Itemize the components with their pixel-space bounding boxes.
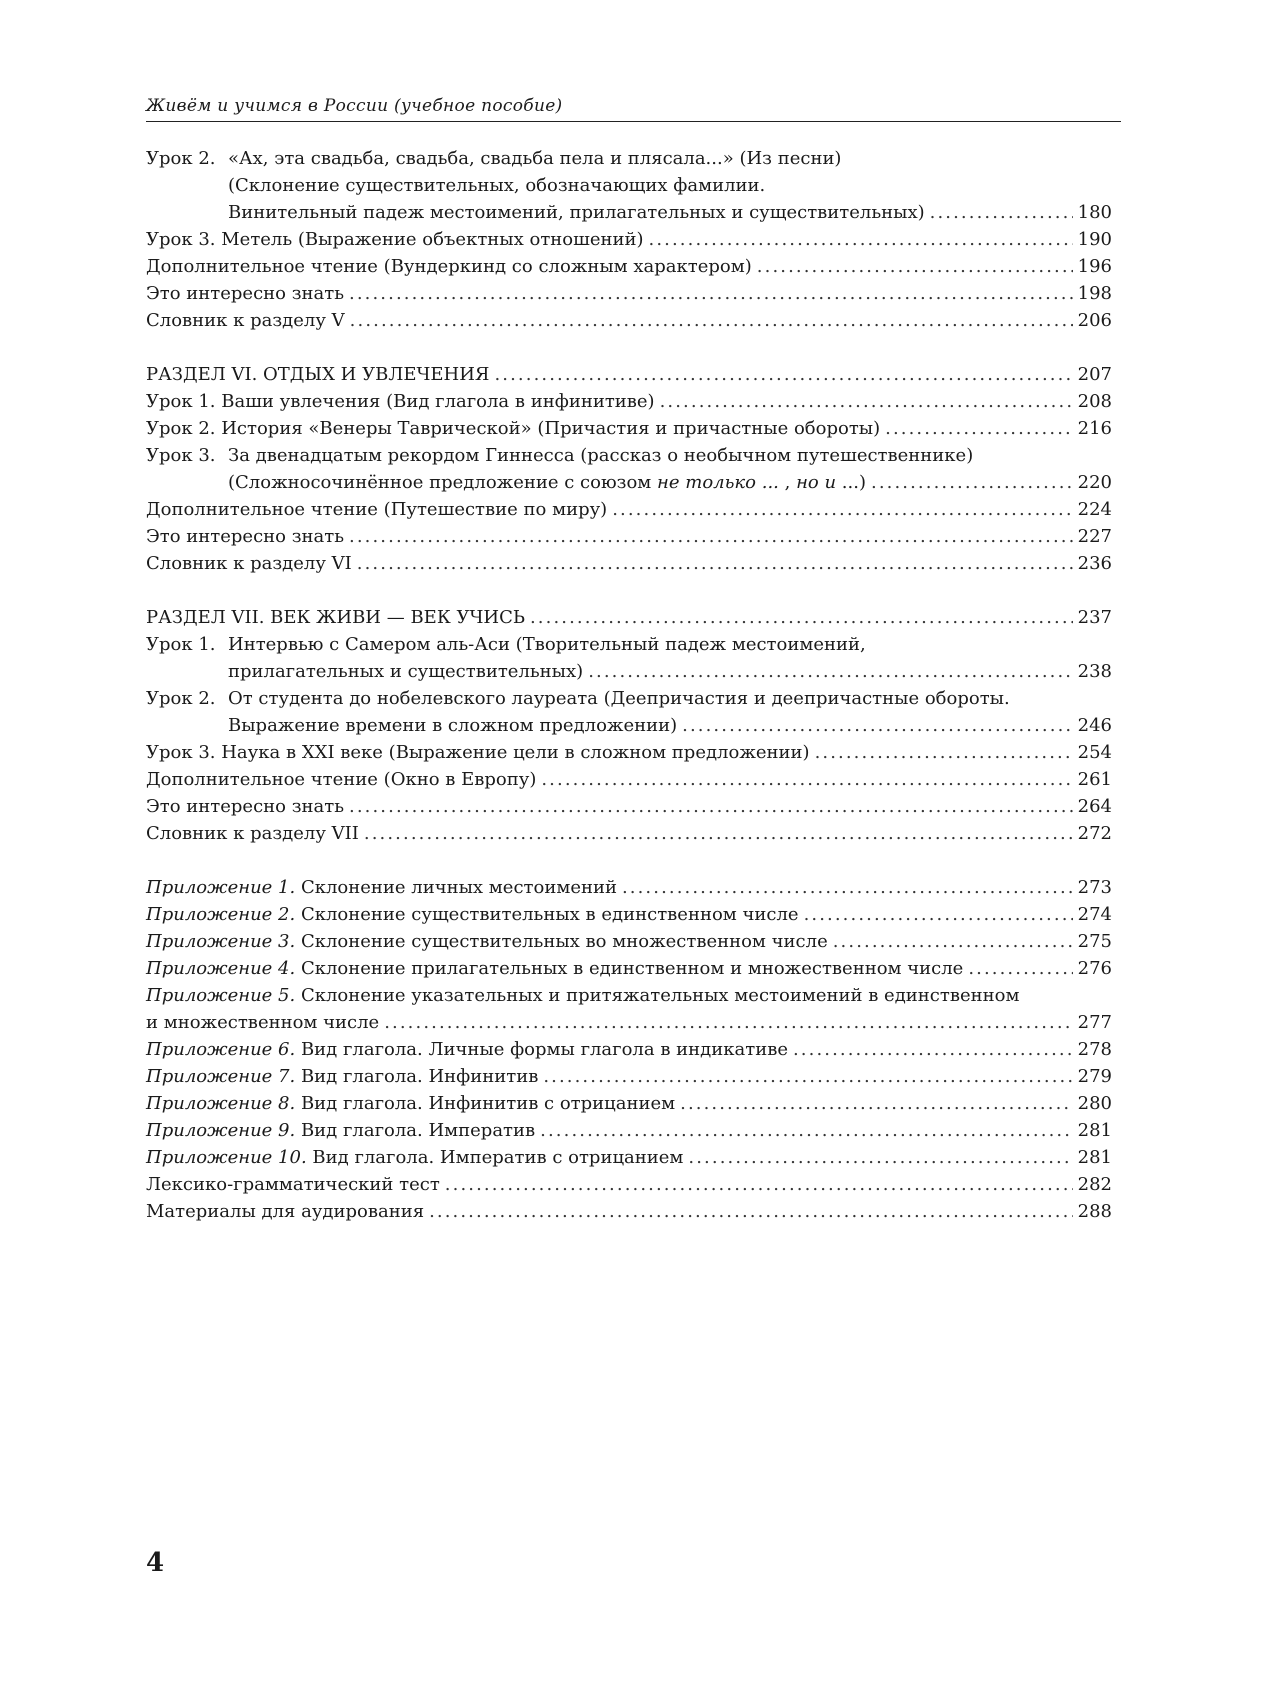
toc-appendix-9 <box>146 1117 1112 1144</box>
toc-text <box>146 1063 538 1090</box>
toc-appendix-6 <box>146 1036 1112 1063</box>
toc-text: Дополнительное чтение (Окно в Европу) <box>146 769 537 790</box>
toc-text: Винительный падеж местоимений, прилагательных и существительных) <box>228 202 925 223</box>
toc-page-number: 288 <box>1077 1201 1112 1222</box>
toc-entry-s7-lesson1-line2 <box>146 658 1112 685</box>
leader-dots <box>543 1063 1072 1090</box>
toc-page-number: 280 <box>1077 1093 1112 1114</box>
toc-text <box>146 874 617 901</box>
toc-text: «Ах, эта свадьба, свадьба, свадьба пела и плясала...» (Из песни) <box>228 148 842 169</box>
toc-text: Выражение времени в сложном предложении) <box>228 715 678 736</box>
toc-section-title: РАЗДЕЛ VII. ВЕК ЖИВИ — ВЕК УЧИСЬ <box>146 607 525 628</box>
leader-dots <box>588 658 1072 685</box>
toc-page-number: 282 <box>1077 1174 1112 1195</box>
toc-page-number: 276 <box>1077 958 1112 979</box>
toc-text <box>146 1144 683 1171</box>
toc-appendix-8 <box>146 1090 1112 1117</box>
appendix-title: Вид глагола. Личные формы глагола в индикативе <box>295 1039 788 1060</box>
toc-text: Дополнительное чтение (Вундеркинд со сложным характером) <box>146 256 752 277</box>
toc-entry-s7-lesson2-line2 <box>146 712 1112 739</box>
toc-entry-s5-interesting <box>146 280 1112 307</box>
toc-section-7-title <box>146 604 1112 631</box>
toc-text <box>146 1036 788 1063</box>
page-number: 4 <box>146 1548 165 1578</box>
toc-text: За двенадцатым рекордом Гиннесса (рассказ о необычном путешественнике) <box>228 445 974 466</box>
toc-appendix-1 <box>146 874 1112 901</box>
toc-entry-s6-lesson3-line2 <box>146 469 1112 496</box>
toc-text: Интервью с Самером аль-Аси (Творительный падеж местоимений, <box>228 634 866 655</box>
toc-text: прилагательных и существительных) <box>228 661 584 682</box>
toc-entry-s6-lesson3-line1 <box>146 442 1112 469</box>
appendix-title: Вид глагола. Императив <box>295 1120 536 1141</box>
toc-page-number: 224 <box>1077 499 1112 520</box>
toc-page-number: 254 <box>1077 742 1112 763</box>
toc-page-number: 274 <box>1077 904 1112 925</box>
toc-entry-s5-lesson2-line3 <box>146 199 1112 226</box>
toc-text <box>146 901 799 928</box>
toc-section-6-title <box>146 361 1112 388</box>
toc-entry-s6-lesson2 <box>146 415 1112 442</box>
toc-entry-s6-glossary <box>146 550 1112 577</box>
appendix-label: Приложение 1. <box>146 877 296 898</box>
leader-dots <box>682 712 1073 739</box>
toc-appendix-7 <box>146 1063 1112 1090</box>
appendix-title-continued: и множественном числе <box>146 1012 380 1033</box>
leader-dots <box>930 199 1073 226</box>
toc-entry-s7-lesson2-line1 <box>146 685 1112 712</box>
toc-page-number: 206 <box>1077 310 1112 331</box>
toc-entry-s5-lesson2-line2 <box>146 172 1112 199</box>
toc-text-italic: но и <box>796 472 837 493</box>
appendix-label: Приложение 4. <box>146 958 296 979</box>
leader-dots <box>833 928 1073 955</box>
appendix-title: Склонение указательных и притяжательных местоимений в единственном <box>295 985 1020 1006</box>
toc-text: Урок 3. Наука в XXI веке (Выражение цели в сложном предложении) <box>146 742 810 763</box>
toc-entry-s5-reading <box>146 253 1112 280</box>
toc-entry-s5-lesson2-line1 <box>146 145 1112 172</box>
toc-text-part: (Сложносочинённое предложение с союзом <box>228 472 658 493</box>
toc-entry-s7-reading <box>146 766 1112 793</box>
leader-dots <box>815 739 1073 766</box>
toc-text: Урок 3. Метель (Выражение объектных отношений) <box>146 229 644 250</box>
leader-dots <box>660 388 1073 415</box>
toc-page-number: 281 <box>1077 1120 1112 1141</box>
toc-page-number: 275 <box>1077 931 1112 952</box>
toc-entry-s7-glossary <box>146 820 1112 847</box>
appendix-label: Приложение 5. <box>146 985 296 1006</box>
toc-appendix-10 <box>146 1144 1112 1171</box>
section-gap <box>146 847 1112 874</box>
toc-page-number: 237 <box>1077 607 1112 628</box>
toc-page-number: 273 <box>1077 877 1112 898</box>
toc-page-number: 236 <box>1077 553 1112 574</box>
leader-dots <box>622 874 1073 901</box>
header-rule <box>146 121 1121 122</box>
toc-entry-s6-interesting <box>146 523 1112 550</box>
toc-page-number: 272 <box>1077 823 1112 844</box>
toc-page-number: 238 <box>1077 661 1112 682</box>
toc-page-number: 190 <box>1077 229 1112 250</box>
leader-dots <box>540 1117 1072 1144</box>
leader-dots <box>680 1090 1073 1117</box>
appendix-title: Склонение существительных в единственном числе <box>295 904 799 925</box>
toc-page-number: 220 <box>1077 472 1112 493</box>
toc-text: От студента до нобелевского лауреата (Деепричастия и деепричастные обороты. <box>228 688 1010 709</box>
toc-page-number: 180 <box>1077 202 1112 223</box>
appendix-title: Вид глагола. Инфинитив с отрицанием <box>295 1093 676 1114</box>
toc-page-number: 277 <box>1077 1012 1112 1033</box>
toc-lesson-label: Урок 1. <box>146 634 216 655</box>
running-header: Живём и учимся в России (учебное пособие) <box>146 96 563 116</box>
leader-dots <box>494 361 1072 388</box>
appendix-label: Приложение 9. <box>146 1120 296 1141</box>
toc-appendix-3 <box>146 928 1112 955</box>
toc-page-number: 196 <box>1077 256 1112 277</box>
leader-dots <box>445 1171 1073 1198</box>
toc-page-number: 227 <box>1077 526 1112 547</box>
leader-dots <box>350 307 1073 334</box>
appendix-title: Склонение личных местоимений <box>295 877 617 898</box>
toc-page-number: 278 <box>1077 1039 1112 1060</box>
leader-dots <box>349 280 1073 307</box>
section-gap <box>146 334 1112 361</box>
leader-dots <box>871 469 1073 496</box>
toc-text-part: ...) <box>836 472 866 493</box>
appendix-title: Склонение прилагательных в единственном и множественном числе <box>295 958 964 979</box>
appendix-label: Приложение 3. <box>146 931 296 952</box>
toc-page-number: 279 <box>1077 1066 1112 1087</box>
toc-entry-s7-interesting <box>146 793 1112 820</box>
leader-dots <box>429 1198 1073 1225</box>
toc-text: Урок 1. Ваши увлечения (Вид глагола в инфинитиве) <box>146 391 655 412</box>
leader-dots <box>541 766 1072 793</box>
toc-page-number: 264 <box>1077 796 1112 817</box>
toc-page-number: 216 <box>1077 418 1112 439</box>
leader-dots <box>530 604 1073 631</box>
toc-text: Это интересно знать <box>146 283 345 304</box>
toc-text <box>146 955 963 982</box>
toc-entry-test <box>146 1171 1112 1198</box>
toc-lesson-label: Урок 2. <box>146 148 216 169</box>
appendix-label: Приложение 6. <box>146 1039 296 1060</box>
leader-dots <box>968 955 1072 982</box>
toc-page-number: 198 <box>1077 283 1112 304</box>
toc-appendix-4 <box>146 955 1112 982</box>
toc-entry-s7-lesson3 <box>146 739 1112 766</box>
leader-dots <box>649 226 1073 253</box>
toc-lesson-label: Урок 3. <box>146 445 216 466</box>
toc-text: Это интересно знать <box>146 796 345 817</box>
appendix-label: Приложение 8. <box>146 1093 296 1114</box>
toc-text: Словник к разделу V <box>146 310 345 331</box>
toc-text: Лексико-грамматический тест <box>146 1174 440 1195</box>
toc-appendix-2 <box>146 901 1112 928</box>
appendix-title: Вид глагола. Императив с отрицанием <box>306 1147 684 1168</box>
section-gap <box>146 577 1112 604</box>
toc-page-number: 261 <box>1077 769 1112 790</box>
toc-page-number: 207 <box>1077 364 1112 385</box>
toc-page-number: 281 <box>1077 1147 1112 1168</box>
toc-text <box>146 928 828 955</box>
leader-dots <box>757 253 1073 280</box>
appendix-title: Склонение существительных во множественном числе <box>295 931 828 952</box>
toc-text: Словник к разделу VI <box>146 553 352 574</box>
toc-entry-s5-lesson3 <box>146 226 1112 253</box>
toc-entry-audio <box>146 1198 1112 1225</box>
appendix-label: Приложение 2. <box>146 904 296 925</box>
leader-dots <box>885 415 1073 442</box>
toc-page-number: 208 <box>1077 391 1112 412</box>
leader-dots <box>349 793 1073 820</box>
toc-text: Материалы для аудирования <box>146 1201 425 1222</box>
toc-page-number: 246 <box>1077 715 1112 736</box>
toc-text: Урок 2. История «Венеры Таврической» (Причастия и причастные обороты) <box>146 418 881 439</box>
toc-entry-s6-lesson1 <box>146 388 1112 415</box>
toc-text: Это интересно знать <box>146 526 345 547</box>
leader-dots <box>357 550 1073 577</box>
leader-dots <box>688 1144 1072 1171</box>
toc-text: Словник к разделу VII <box>146 823 359 844</box>
toc-text: (Склонение существительных, обозначающих фамилии. <box>228 175 766 196</box>
toc-appendix-5-line1 <box>146 982 1112 1009</box>
appendix-title: Вид глагола. Инфинитив <box>295 1066 539 1087</box>
toc-entry-s6-reading <box>146 496 1112 523</box>
toc-entry-s5-glossary <box>146 307 1112 334</box>
toc-section-title: РАЗДЕЛ VI. ОТДЫХ И УВЛЕЧЕНИЯ <box>146 364 490 385</box>
leader-dots <box>384 1009 1072 1036</box>
toc-lesson-label: Урок 2. <box>146 688 216 709</box>
toc-text: Дополнительное чтение (Путешествие по миру) <box>146 499 608 520</box>
appendix-label: Приложение 7. <box>146 1066 296 1087</box>
toc-entry-s7-lesson1-line1 <box>146 631 1112 658</box>
toc-text <box>146 1117 535 1144</box>
leader-dots <box>793 1036 1073 1063</box>
appendix-label: Приложение 10. <box>146 1147 307 1168</box>
toc-text-part: , <box>784 472 797 493</box>
leader-dots <box>364 820 1073 847</box>
leader-dots <box>349 523 1073 550</box>
leader-dots <box>612 496 1072 523</box>
toc-text-italic: не только ... <box>657 472 785 493</box>
table-of-contents <box>146 145 1112 1225</box>
toc-text <box>228 469 866 496</box>
toc-appendix-5-line2 <box>146 1009 1112 1036</box>
toc-text <box>146 1090 675 1117</box>
leader-dots <box>804 901 1073 928</box>
